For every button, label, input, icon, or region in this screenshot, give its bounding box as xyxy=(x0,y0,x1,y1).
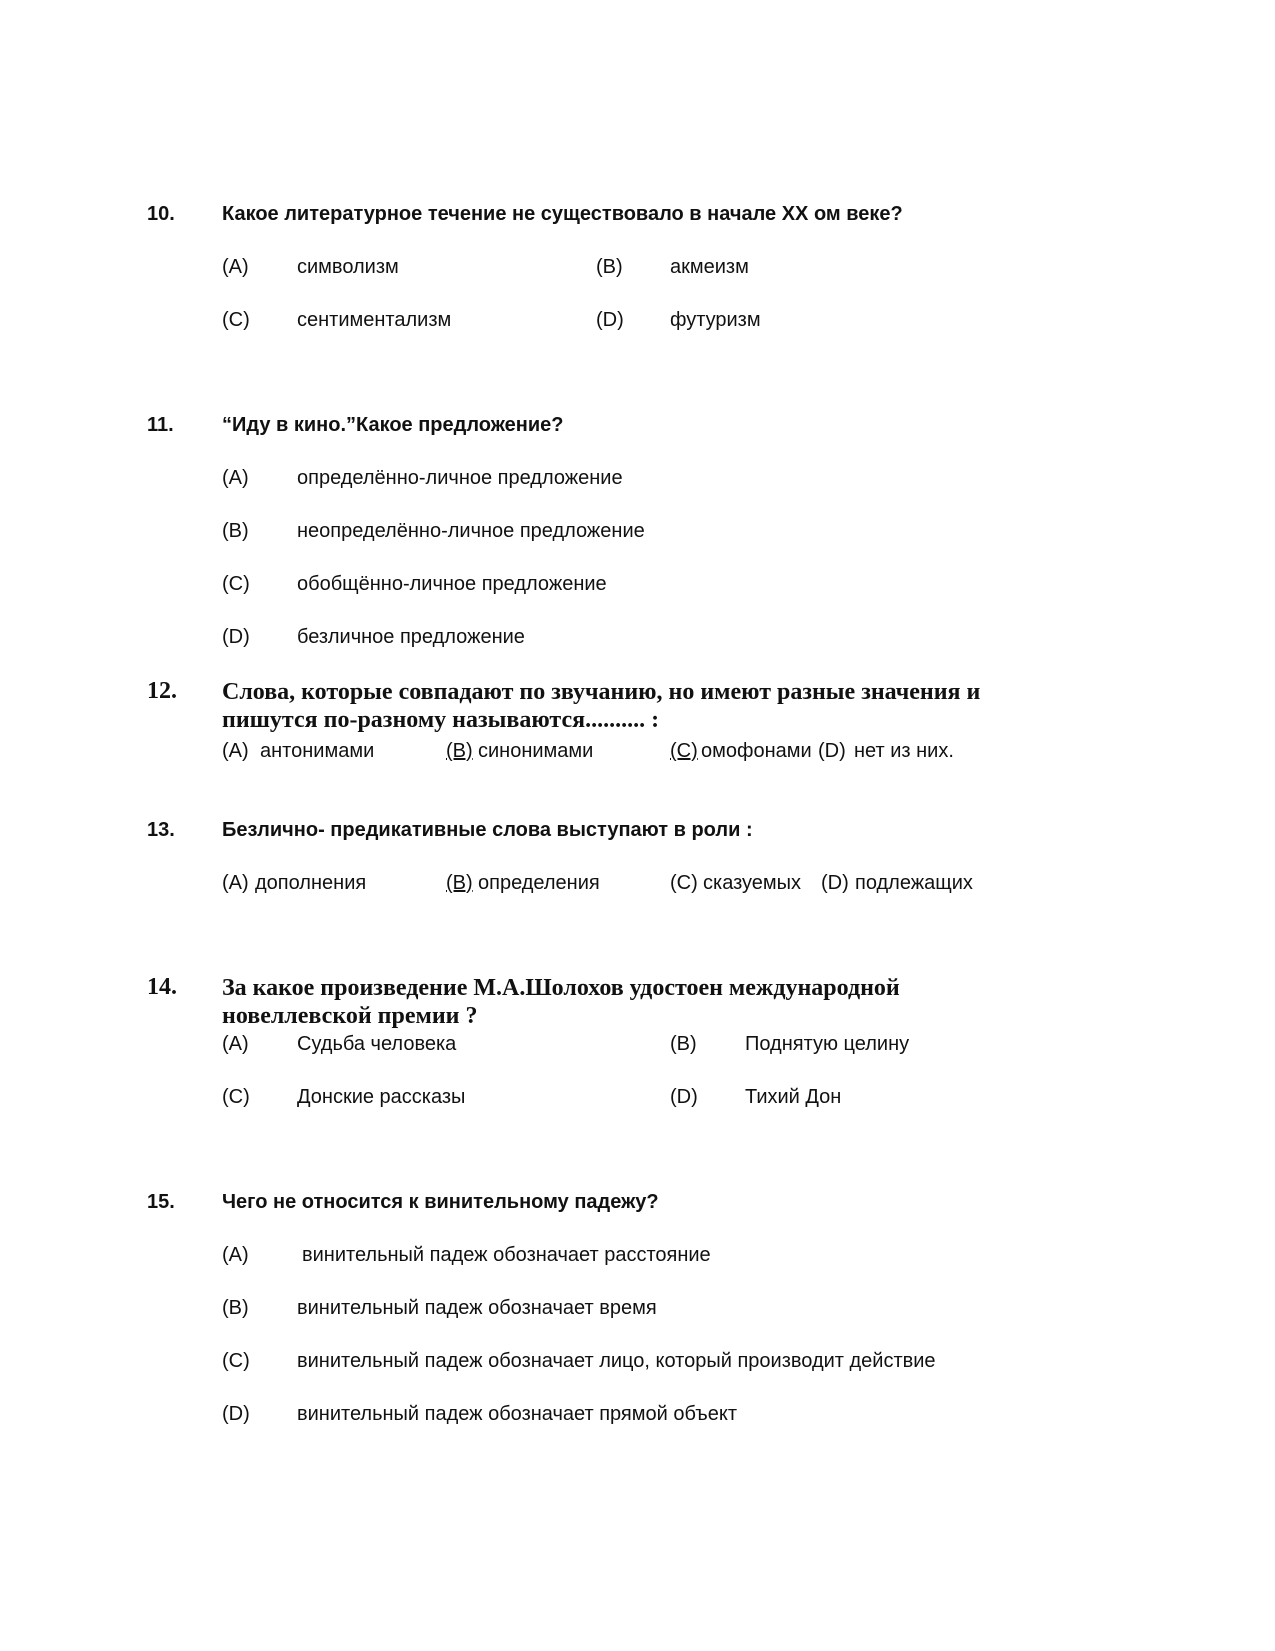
q10-option-c-text: сентиментализм xyxy=(297,309,452,331)
q10-option-d-letter: (D) xyxy=(596,309,624,331)
q14-option-d-text: Тихий Дон xyxy=(745,1086,842,1108)
q11-option-a-letter: (A) xyxy=(222,467,249,489)
q14-option-d-letter: (D) xyxy=(670,1086,698,1108)
q12-option-d-text: нет из них. xyxy=(854,740,954,762)
q12-option-b-text: синонимами xyxy=(478,740,594,762)
question-10-text: Какое литературное течение не существовало в начале XX ом веке? xyxy=(222,203,903,225)
q15-option-d-text: винительный падеж обозначает прямой объект xyxy=(297,1403,738,1425)
q13-option-c-text: сказуемых xyxy=(703,872,802,894)
question-10-number: 10. xyxy=(147,203,175,225)
q13-option-d-text: подлежащих xyxy=(855,872,973,894)
q13-option-d-letter: (D) xyxy=(821,872,849,894)
q14-option-a-text: Судьба человека xyxy=(297,1033,457,1055)
q15-option-d-letter: (D) xyxy=(222,1403,250,1425)
question-12-text-line2: пишутся по-разному называются.......... : xyxy=(222,707,660,733)
q11-option-d-text: безличное предложение xyxy=(297,626,525,648)
q10-option-b-letter: (B) xyxy=(596,256,623,278)
q11-option-d-letter: (D) xyxy=(222,626,250,648)
question-14-number: 14. xyxy=(147,974,177,1000)
question-15-text: Чего не относится к винительному падежу? xyxy=(222,1191,659,1213)
q11-option-b-text: неопределённо-личное предложение xyxy=(297,520,645,542)
q15-option-b-text: винительный падеж обозначает время xyxy=(297,1297,657,1319)
q11-option-c-letter: (C) xyxy=(222,573,250,595)
q12-option-c-letter: (C) xyxy=(670,740,698,762)
question-14-text-line1: За какое произведение М.А.Шолохов удостоен международной xyxy=(222,975,900,1001)
question-13-number: 13. xyxy=(147,819,175,841)
q14-option-a-letter: (A) xyxy=(222,1033,249,1055)
q15-option-b-letter: (B) xyxy=(222,1297,249,1319)
q10-option-a-letter: (A) xyxy=(222,256,249,278)
q13-option-a-text: дополнения xyxy=(255,872,367,894)
q10-option-a-text: символизм xyxy=(297,256,399,278)
question-11-text: “Иду в кино.”Какое предложение? xyxy=(222,414,564,436)
q13-option-c-letter: (C) xyxy=(670,872,698,894)
question-13-text: Безлично- предикативные слова выступают в роли : xyxy=(222,819,753,841)
q15-option-a-text: винительный падеж обозначает расстояние xyxy=(302,1244,711,1266)
q11-option-a-text: определённо-личное предложение xyxy=(297,467,623,489)
q10-option-c-letter: (C) xyxy=(222,309,250,331)
q15-option-c-text: винительный падеж обозначает лицо, который производит действие xyxy=(297,1350,936,1372)
q13-option-b-letter: (B) xyxy=(446,872,473,894)
q12-option-d-letter: (D) xyxy=(818,740,846,762)
question-15-number: 15. xyxy=(147,1191,175,1213)
q13-option-a-letter: (A) xyxy=(222,872,249,894)
q14-option-b-letter: (B) xyxy=(670,1033,697,1055)
q14-option-c-text: Донские рассказы xyxy=(297,1086,466,1108)
q15-option-c-letter: (C) xyxy=(222,1350,250,1372)
question-12-text-line1: Слова, которые совпадают по звучанию, но имеют разные значения и xyxy=(222,679,981,705)
q14-option-b-text: Поднятую целину xyxy=(745,1033,910,1055)
q11-option-b-letter: (B) xyxy=(222,520,249,542)
q12-option-b-letter: (B) xyxy=(446,740,473,762)
question-14-text-line2: новеллевской премии ? xyxy=(222,1003,478,1029)
q10-option-d-text: футуризм xyxy=(670,309,761,331)
q13-option-b-text: определения xyxy=(478,872,600,894)
q14-option-c-letter: (C) xyxy=(222,1086,250,1108)
question-12-number: 12. xyxy=(147,678,177,704)
q11-option-c-text: обобщённо-личное предложение xyxy=(297,573,607,595)
q12-option-a-letter: (A) xyxy=(222,740,249,762)
q10-option-b-text: акмеизм xyxy=(670,256,749,278)
q12-option-a-text: антонимами xyxy=(260,740,375,762)
q12-option-c-text: омофонами xyxy=(701,740,812,762)
q15-option-a-letter: (A) xyxy=(222,1244,249,1266)
question-11-number: 11. xyxy=(147,414,174,436)
